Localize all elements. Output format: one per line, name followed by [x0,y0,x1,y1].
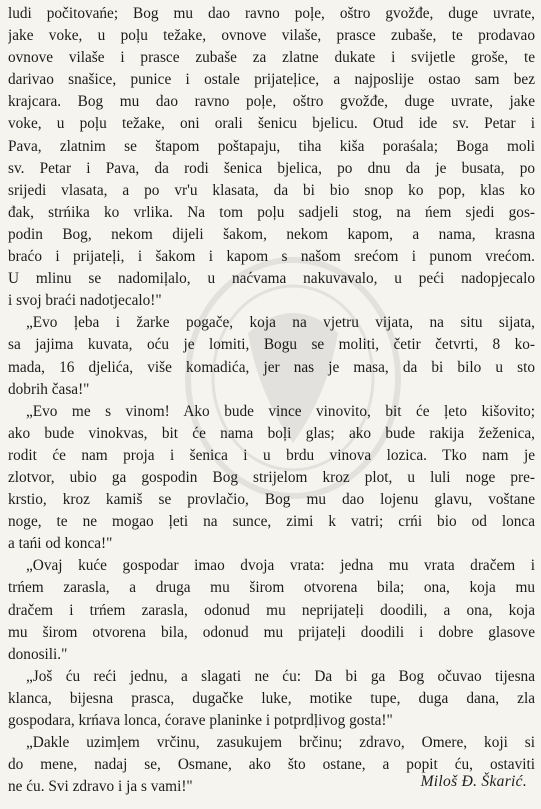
author-signature: Miloš Đ. Škarić. [420,773,527,790]
text-line: ne ću. Svi zdravo i ja s vami!" [8,778,193,796]
text-line: ako bude vinokvas, bit će nama boļi glas; ako bude rakija žeženica, [8,424,535,442]
body-text [8,3,535,798]
text-line: zlotvor, ubio ga gospodin Bog strijelom kroz plot, u luli noge pre- [8,468,535,486]
text-line: podin Bog, nekom dijeli šakom, nekom kapom, a nama, krasna [8,225,535,243]
paragraph [8,555,535,665]
text-line: „Još ću reći jednu, a slagati ne ću: Da bi ga Bog očuvao tijesna [26,667,535,685]
text-line: noge, te ne mogao ļeti na sunce, zimi k vatri; crńi bio od lonca [8,513,535,531]
paragraph [8,312,535,400]
text-line: krstio, kroz kamiš se provlačio, Bog mu dao lojenu glavu, voštane [8,491,535,509]
text-line: jake voke, u poļu težake, ovnove vilaše, prasce zubaše, te prodavao [8,27,535,45]
text-line: do mene, nadaj se, Osmane, ako što ostane, a popit ću, ostaviti [8,756,535,774]
text-line: braćo i prijateļi, i šakom i kapom s našom srećom i punom vrećom. [8,248,535,266]
text-line: sa jajima kuvata, oću je lomiti, Bogu se moliti, četir četvrti, 8 ko- [8,336,535,354]
text-line: „Evo ļeba i žarke pogače, koja na vjetru vijata, na situ sijata, [26,314,535,332]
text-line: i svoj braći nadotjecalo!" [8,292,162,310]
paragraph [8,401,535,556]
text-line: gospodara, krńava lonca, ćorave planinke i potprdļivog gosta!" [8,712,393,729]
text-line: mu širom otvorena bila, odonud mu prijateļi doodili i dobre glasove [8,623,535,641]
text-line: voke, u poļu težake, oni orali šenicu bjelicu. Otud ide sv. Petar i [8,115,535,133]
text-line: „Dakle uzimļem vrčinu, zasukujem brčinu; zdravo, Omere, koji si [26,734,535,752]
text-line: Pava, zlatnim se štapom poštapaju, tiha kiša poraśala; Boga moli [8,137,535,155]
text-line: klanca, bijesna prasca, dugačke luke, motike tupe, duga dana, zla [8,689,535,707]
paragraph [8,666,535,732]
text-line: donosili." [8,645,68,663]
text-line: a tańi od konca!" [8,535,113,553]
text-line: ovnove vilaše i prasce zubaše za zlatne dukate i svijetle groše, te [8,49,535,67]
text-line: krajcara. Bog mu dao ravno poļe, oštro gvožđe, duge uvrate, jake [8,93,535,111]
text-line: sv. Petar i Pava, da rodi šenica bjelica, po dnu da je busata, po [8,159,535,177]
text-line: mada, 16 djelića, više komadića, jer nas je masa, da bi bilo u sto [8,358,535,376]
text-line: „Ovaj kuće gospodar imao dvoja vrata: jedna mu vrata dračem i [26,557,535,575]
text-line: dračem i trńem zarasla, odonud mu neprijateļi doodili, a ona, koja [8,601,535,619]
text-line: U mlinu se nadomiļalo, u naćvama nakuvavalo, u peći nadopjecalo [8,270,535,288]
text-line: srijedi vlasata, a po vr'u klasata, da bi bio snop ko pop, klas ko [8,181,535,199]
text-line: đak, strńika ko vrlika. Na tom poļu sadjeli stog, na ńem sjedi gos- [8,203,535,221]
text-line: rodit će nam proja i šenica i u brdu vinova lozica. Tko nam je [8,446,535,464]
document-page [8,3,535,803]
text-line: dobrih časa!" [8,380,90,398]
text-line: darivao snašice, punice i ostale prijateļice, a najposlije ostao sam bez [8,71,535,89]
paragraph [8,3,535,312]
text-line: „Evo me s vinom! Ako bude vince vinovito, bit će ļeto kišovito; [26,402,535,420]
text-line: ludi počitovańe; Bog mu dao ravno poļe, oštro gvožđe, duge uvrate, [8,5,535,22]
text-line: trńem zarasla, a druga mu širom otvorena bila; ona, koja mu [8,579,535,597]
